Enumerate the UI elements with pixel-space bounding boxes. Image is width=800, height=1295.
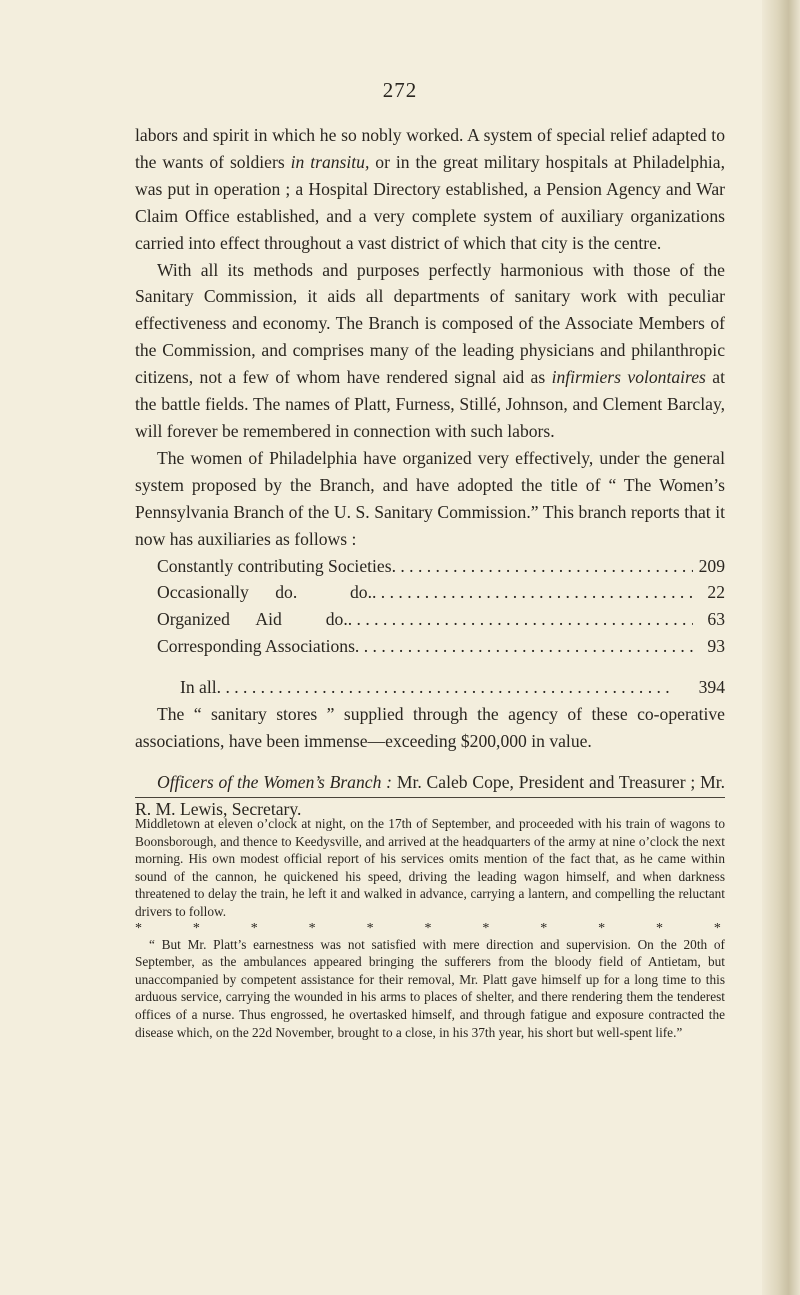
- paragraph-3: The women of Philadelphia have organized very effectively, under the general system proposed by the Branch, and have adopted the title of “ The Women’s Pennsylvania Branch of the U. S. Sanitary Commission.” This branch reports that it now has auxiliaries as follows :: [135, 447, 725, 549]
- list-item: Occasionally do. do. . . . 22: [157, 579, 725, 606]
- list-item: Constantly contributing Societies . . . 209: [157, 553, 725, 580]
- page-number: 272: [382, 78, 418, 102]
- auxiliaries-list: [135, 553, 725, 702]
- officers-paragraph: Officers of the Women’s Branch : Mr. Caleb Cope, President and Treasurer ; Mr. R. M. Lewis, Secretary.: [135, 771, 725, 819]
- footnote-paragraph-1: Middletown at eleven o’clock at night, on the 17th of September, and proceeded with his train of wagons to Boonsborough, and thence to Keedysville, and arrived at the headquarters of the army at nine o’clock the next morning. His own modest official report of his services omits mention of the fact that, as he came within sound of the cannon, he quickened his speed, driving the leading wagon himself, and when darkness threatened to delay the train, he left it and walked in advance, carrying a lantern, and compelling the reluctant drivers to follow.: [135, 816, 725, 919]
- list-item: Organized Aid do. . . . 63: [157, 606, 725, 633]
- list-item: Corresponding Associations . . . 93: [157, 633, 725, 660]
- paragraph-2: With all its methods and purposes perfectly harmonious with those of the Sanitary Commission, it aids all departments of sanitary work with peculiar effectiveness and economy. The Branch is composed of the Associate Members of the Commission, and comprises many of the leading physicians and philanthropic citizens, not a few of whom have rendered signal aid as infirmiers volontaires at the battle fields. The names of Platt, Furness, Stillé, Johnson, and Clement Barclay, will forever be remembered in connection with such labors.: [135, 259, 725, 441]
- page-edge: [762, 0, 800, 1295]
- footnote-divider: [135, 797, 725, 798]
- main-text: [135, 122, 725, 823]
- total-row: In all . . . 394: [180, 674, 725, 701]
- footnote-paragraph-2: “ But Mr. Platt’s earnestness was not satisfied with mere direction and supervision. On the 20th of September, as the ambulances appeared bringing the sufferers from the bloody field of Antietam, but unaccompanied by competent assistance for their removal, Mr. Platt gave himself up for a long time to this arduous service, carrying the wounded in his arms to places of shelter, and there rendering them the tenderest offices of a nurse. Thus engrossed, he overtasked himself, and through fatigue and exposure contracted the disease which, on the 22d November, brought to a close, in his 37th year, his short but well-spent life.”: [135, 936, 725, 1040]
- paragraph-1: labors and spirit in which he so nobly worked. A system of special relief adapted to the wants of soldiers in transitu, or in the great military hospitals at Philadelphia, was put in operation ; a Hospital Directory established, a Pension Agency and War Claim Office established, and a very complete system of auxiliary organizations carried into effect throughout a vast district of which that city is the centre.: [135, 125, 725, 253]
- footnote: [135, 815, 725, 1041]
- paragraph-4: The “ sanitary stores ” supplied through the agency of these co-operative associations, have been immense—exceeding $200,000 in value.: [135, 704, 725, 751]
- asterisk-separator: * * * * * * * * * * *: [135, 920, 721, 936]
